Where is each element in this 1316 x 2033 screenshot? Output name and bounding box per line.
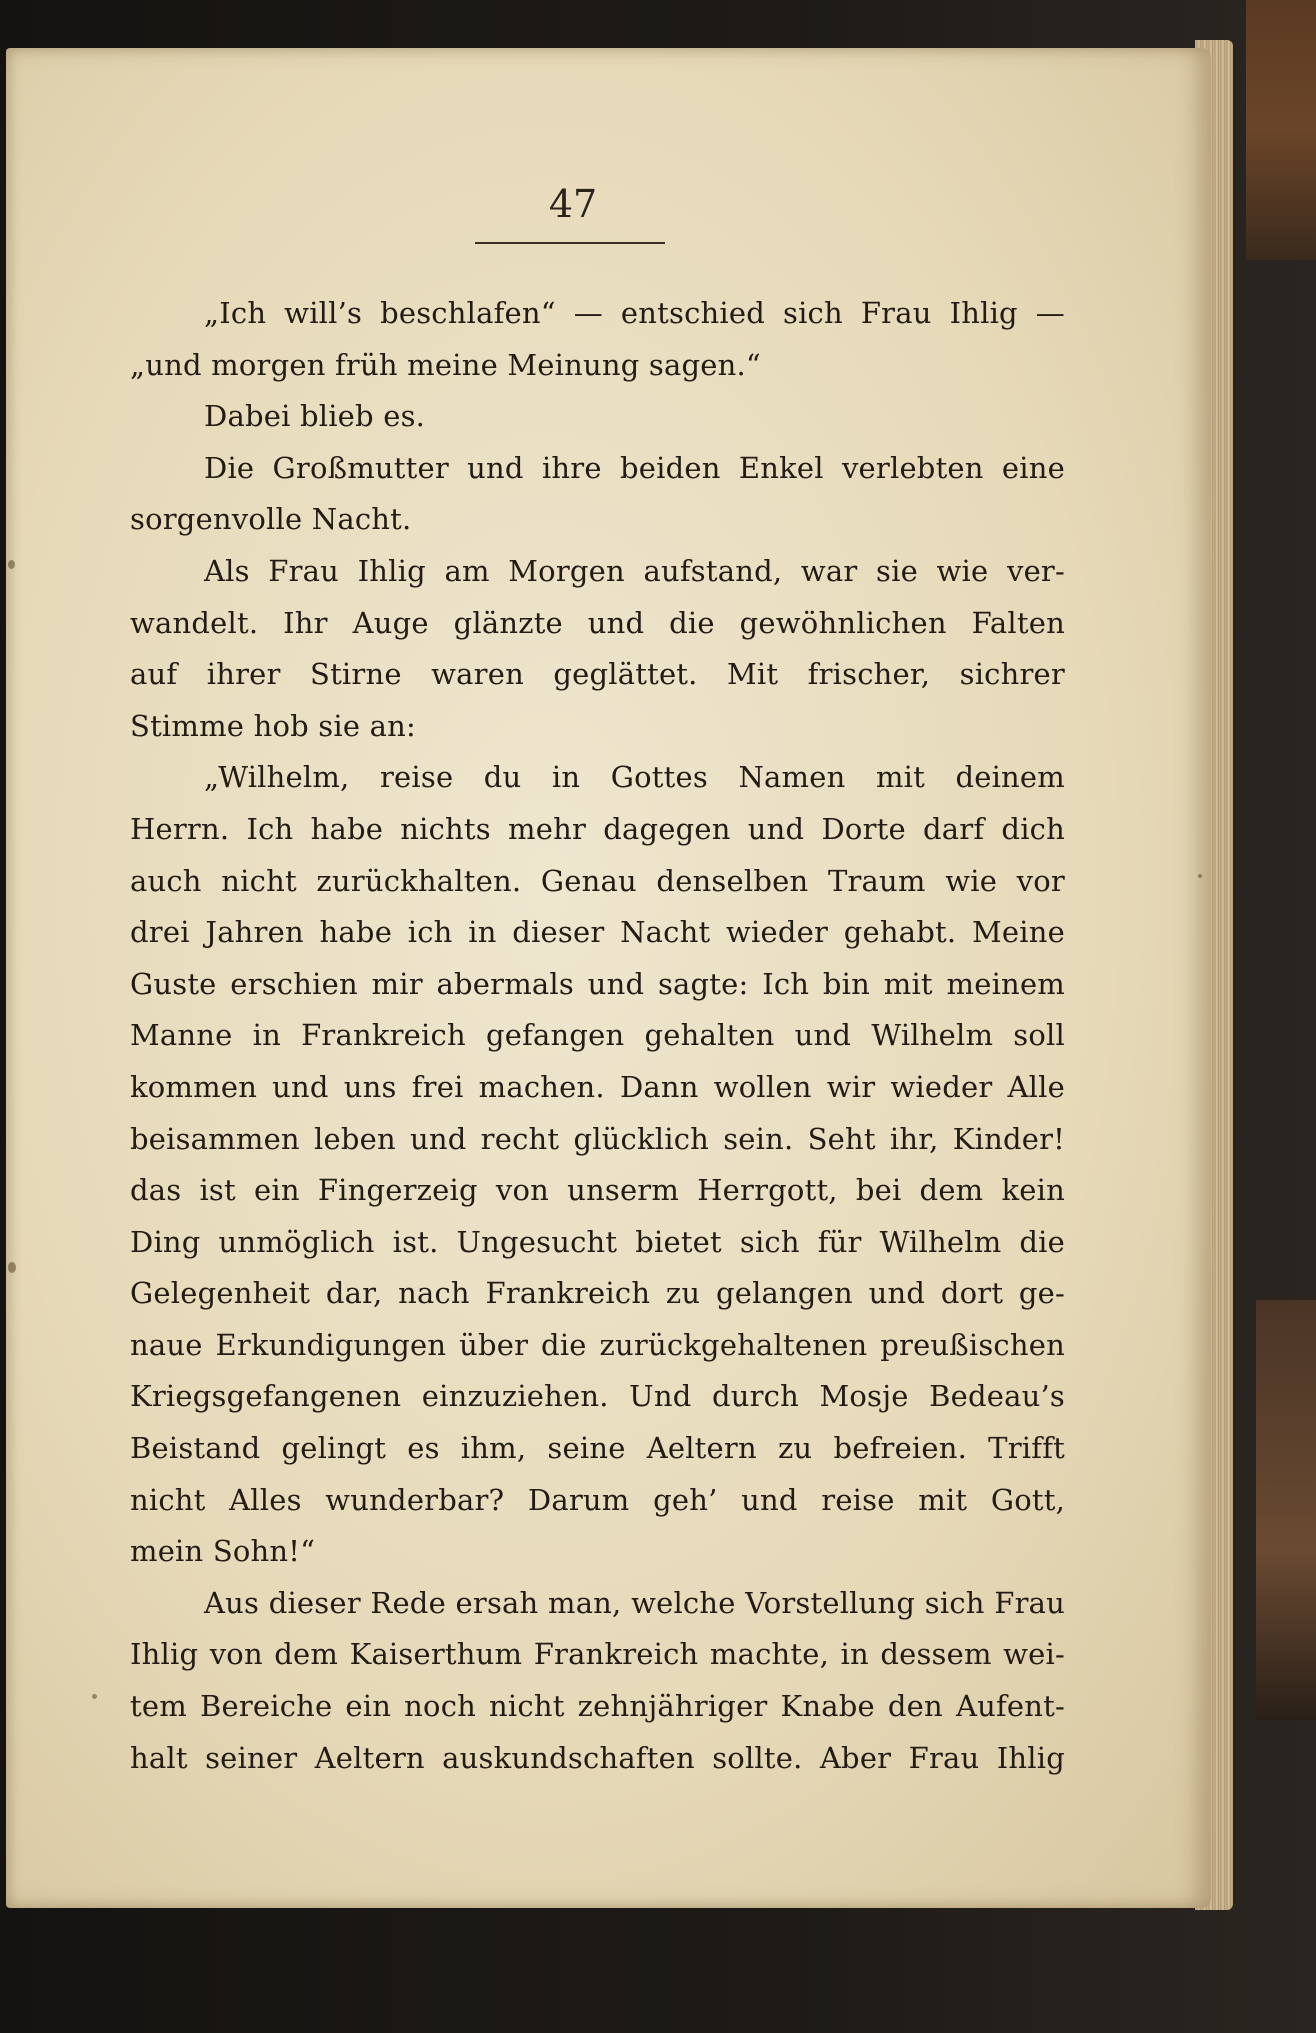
text-line: naue Erkundigungen über die zurückgehaltenen preußischen (130, 1327, 1065, 1362)
text-line: Beistand gelingt es ihm, seine Aeltern zu befreien. Trifft (130, 1431, 1065, 1466)
text-line: Aus dieser Rede ersah man, welche Vorstellung sich Frau (204, 1585, 1065, 1620)
text-line: tem Bereiche ein noch nicht zehnjähriger Knabe den Aufent- (130, 1689, 1065, 1724)
text-line: Gelegenheit dar, nach Frankreich zu gelangen und dort ge- (130, 1276, 1065, 1311)
text-line: Als Frau Ihlig am Morgen aufstand, war sie wie ver- (204, 553, 1065, 588)
text-line: nicht Alles wunderbar? Darum geh’ und reise mit Gott, (130, 1482, 1065, 1517)
header-rule (475, 242, 665, 244)
cover-edge-leather (1256, 1300, 1316, 1720)
text-line: sorgenvolle Nacht. (130, 502, 412, 537)
ink-spot (8, 1262, 16, 1273)
body-text (130, 288, 1065, 1784)
ink-spot (92, 1694, 97, 1699)
text-line: Dabei blieb es. (204, 399, 426, 434)
ink-spot (8, 560, 15, 569)
text-line: mein Sohn!“ (130, 1534, 316, 1569)
text-line: beisammen leben und recht glücklich sein. Seht ihr, Kinder! (130, 1121, 1065, 1156)
text-line: auch nicht zurückhalten. Genau denselben Traum wie vor (130, 863, 1065, 898)
text-line: Ihlig von dem Kaiserthum Frankreich machte, in dessem wei- (130, 1637, 1065, 1672)
text-line: Manne in Frankreich gefangen gehalten und Wilhelm soll (130, 1018, 1065, 1053)
text-line: Guste erschien mir abermals und sagte: Ich bin mit meinem (130, 966, 1065, 1001)
text-line: wandelt. Ihr Auge glänzte und die gewöhnlichen Falten (130, 605, 1065, 640)
text-line: Ding unmöglich ist. Ungesucht bietet sich für Wilhelm die (130, 1224, 1065, 1259)
page-number: 47 (548, 182, 598, 226)
text-line: Stimme hob sie an: (130, 708, 416, 743)
text-line: „Ich will’s beschlafen“ — entschied sich Frau Ihlig — (204, 296, 1065, 330)
text-line: kommen und uns frei machen. Dann wollen wir wieder Alle (130, 1069, 1065, 1104)
text-line: Die Großmutter und ihre beiden Enkel verlebten eine (204, 450, 1065, 485)
text-line: Herrn. Ich habe nichts mehr dagegen und Dorte darf dich (130, 811, 1065, 846)
text-line: das ist ein Fingerzeig von unserm Herrgott, bei dem kein (130, 1173, 1065, 1208)
cover-corner-leather (1246, 0, 1316, 260)
text-line: drei Jahren habe ich in dieser Nacht wieder gehabt. Meine (130, 915, 1065, 950)
text-line: halt seiner Aeltern auskundschaften sollte. Aber Frau Ihlig (130, 1740, 1065, 1775)
text-line: „und morgen früh meine Meinung sagen.“ (130, 347, 761, 382)
text-line: „Wilhelm, reise du in Gottes Namen mit deinem (204, 760, 1065, 795)
text-line: auf ihrer Stirne waren geglättet. Mit frischer, sichrer (130, 657, 1065, 692)
ink-spot (1198, 874, 1202, 878)
text-line: Kriegsgefangenen einzuziehen. Und durch Mosje Bedeau’s (130, 1379, 1065, 1414)
